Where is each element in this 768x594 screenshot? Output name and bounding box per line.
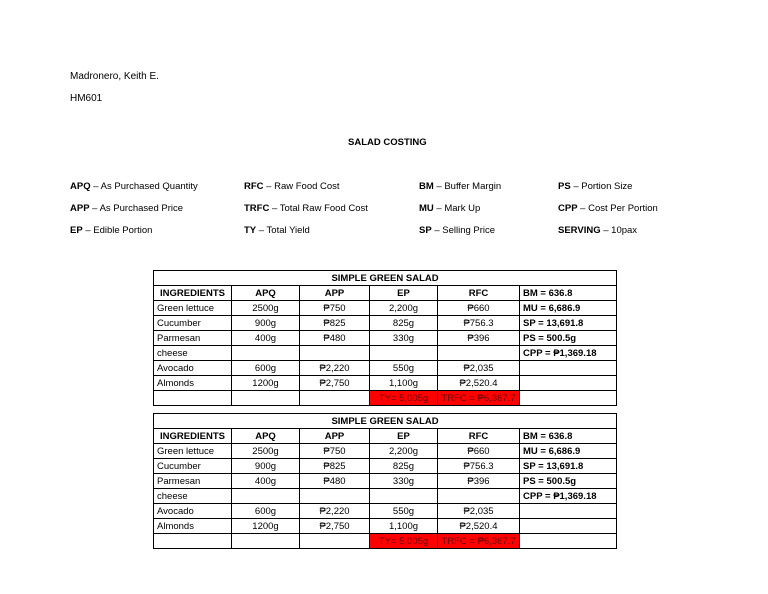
empty-cell xyxy=(232,391,300,406)
table-row xyxy=(154,444,617,459)
rfc-cell xyxy=(438,346,520,361)
apq-cell: 1200g xyxy=(232,376,300,391)
side-cell xyxy=(520,519,617,534)
empty-cell xyxy=(520,534,617,549)
table-row xyxy=(154,361,617,376)
column-header: INGREDIENTS xyxy=(154,429,232,444)
side-cell: CPP = ₱1,369.18 xyxy=(520,489,617,504)
app-cell: ₱750 xyxy=(300,444,370,459)
apq-cell: 600g xyxy=(232,504,300,519)
ingredient-cell: cheese xyxy=(154,346,232,361)
column-header: RFC xyxy=(438,429,520,444)
side-cell: PS = 500.5g xyxy=(520,331,617,346)
legend-ep: EP – Edible Portion xyxy=(70,225,153,236)
rfc-cell: ₱2,035 xyxy=(438,361,520,376)
legend-apq: APQ – As Purchased Quantity xyxy=(70,181,198,192)
apq-cell xyxy=(232,489,300,504)
column-header: APP xyxy=(300,286,370,301)
rfc-cell: ₱756.3 xyxy=(438,316,520,331)
column-header: APQ xyxy=(232,286,300,301)
app-cell: ₱2,220 xyxy=(300,504,370,519)
table-row xyxy=(154,489,617,504)
ep-cell xyxy=(370,489,438,504)
ingredient-cell: Almonds xyxy=(154,376,232,391)
app-cell: ₱480 xyxy=(300,474,370,489)
costing-table-1 xyxy=(153,270,617,406)
apq-cell: 900g xyxy=(232,316,300,331)
ep-cell xyxy=(370,346,438,361)
table-row xyxy=(154,331,617,346)
page-title: SALAD COSTING xyxy=(348,137,427,148)
ingredient-cell: Cucumber xyxy=(154,316,232,331)
rfc-cell: ₱660 xyxy=(438,444,520,459)
column-header: EP xyxy=(370,429,438,444)
empty-cell xyxy=(300,534,370,549)
side-cell xyxy=(520,361,617,376)
table-row xyxy=(154,504,617,519)
table-row xyxy=(154,474,617,489)
column-header: INGREDIENTS xyxy=(154,286,232,301)
side-cell: PS = 500.5g xyxy=(520,474,617,489)
app-cell xyxy=(300,346,370,361)
legend-cpp: CPP – Cost Per Portion xyxy=(558,203,658,214)
table-row xyxy=(154,316,617,331)
course-code: HM601 xyxy=(70,93,103,104)
ingredient-cell: Cucumber xyxy=(154,459,232,474)
apq-cell: 2500g xyxy=(232,444,300,459)
ep-cell: 825g xyxy=(370,316,438,331)
legend-mu: MU – Mark Up xyxy=(419,203,481,214)
column-header: RFC xyxy=(438,286,520,301)
legend-rfc: RFC – Raw Food Cost xyxy=(244,181,340,192)
app-cell: ₱825 xyxy=(300,316,370,331)
legend-ty: TY – Total Yield xyxy=(244,225,310,236)
ingredient-cell: Green lettuce xyxy=(154,444,232,459)
costing-table-2 xyxy=(153,413,617,549)
app-cell: ₱2,750 xyxy=(300,519,370,534)
app-cell: ₱2,220 xyxy=(300,361,370,376)
side-cell: CPP = ₱1,369.18 xyxy=(520,346,617,361)
rfc-cell: ₱396 xyxy=(438,474,520,489)
ingredient-cell: Green lettuce xyxy=(154,301,232,316)
app-cell xyxy=(300,489,370,504)
rfc-cell: ₱2,520.4 xyxy=(438,519,520,534)
ep-cell: 1,100g xyxy=(370,376,438,391)
rfc-cell: ₱2,035 xyxy=(438,504,520,519)
apq-cell: 400g xyxy=(232,474,300,489)
empty-cell xyxy=(154,391,232,406)
legend-trfc: TRFC – Total Raw Food Cost xyxy=(244,203,368,214)
side-cell: MU = 6,686.9 xyxy=(520,444,617,459)
empty-cell xyxy=(154,534,232,549)
apq-cell: 1200g xyxy=(232,519,300,534)
total-yield-cell: TY= 5,005g xyxy=(370,391,438,406)
side-cell xyxy=(520,376,617,391)
side-cell: SP = 13,691.8 xyxy=(520,459,617,474)
side-cell: BM = 636.8 xyxy=(520,429,617,444)
side-cell: MU = 6,686.9 xyxy=(520,301,617,316)
table-title: SIMPLE GREEN SALAD xyxy=(154,414,617,429)
rfc-cell xyxy=(438,489,520,504)
total-raw-food-cost-cell: TRFC = ₱6,367.7 xyxy=(438,391,520,406)
ep-cell: 550g xyxy=(370,504,438,519)
apq-cell xyxy=(232,346,300,361)
empty-cell xyxy=(300,391,370,406)
apq-cell: 2500g xyxy=(232,301,300,316)
apq-cell: 600g xyxy=(232,361,300,376)
app-cell: ₱480 xyxy=(300,331,370,346)
empty-cell xyxy=(520,391,617,406)
table-row xyxy=(154,459,617,474)
apq-cell: 900g xyxy=(232,459,300,474)
ingredient-cell: cheese xyxy=(154,489,232,504)
table-row xyxy=(154,519,617,534)
total-yield-cell: TY= 5,005g xyxy=(370,534,438,549)
column-header: EP xyxy=(370,286,438,301)
app-cell: ₱2,750 xyxy=(300,376,370,391)
ep-cell: 330g xyxy=(370,474,438,489)
ingredient-cell: Parmesan xyxy=(154,331,232,346)
legend-ps: PS – Portion Size xyxy=(558,181,633,192)
ingredient-cell: Parmesan xyxy=(154,474,232,489)
app-cell: ₱750 xyxy=(300,301,370,316)
ep-cell: 550g xyxy=(370,361,438,376)
table-row xyxy=(154,376,617,391)
ep-cell: 2,200g xyxy=(370,444,438,459)
ingredient-cell: Avocado xyxy=(154,361,232,376)
ep-cell: 2,200g xyxy=(370,301,438,316)
table-row xyxy=(154,346,617,361)
side-cell xyxy=(520,504,617,519)
table-title: SIMPLE GREEN SALAD xyxy=(154,271,617,286)
author-name: Madronero, Keith E. xyxy=(70,71,159,82)
rfc-cell: ₱396 xyxy=(438,331,520,346)
side-cell: BM = 636.8 xyxy=(520,286,617,301)
rfc-cell: ₱660 xyxy=(438,301,520,316)
ingredient-cell: Avocado xyxy=(154,504,232,519)
table-row xyxy=(154,301,617,316)
ep-cell: 1,100g xyxy=(370,519,438,534)
ep-cell: 330g xyxy=(370,331,438,346)
legend-bm: BM – Buffer Margin xyxy=(419,181,502,192)
side-cell: SP = 13,691.8 xyxy=(520,316,617,331)
total-raw-food-cost-cell: TRFC = ₱6,367.7 xyxy=(438,534,520,549)
empty-cell xyxy=(232,534,300,549)
legend-serving: SERVING – 10pax xyxy=(558,225,638,236)
app-cell: ₱825 xyxy=(300,459,370,474)
column-header: APP xyxy=(300,429,370,444)
apq-cell: 400g xyxy=(232,331,300,346)
ingredient-cell: Almonds xyxy=(154,519,232,534)
column-header: APQ xyxy=(232,429,300,444)
rfc-cell: ₱2,520.4 xyxy=(438,376,520,391)
ep-cell: 825g xyxy=(370,459,438,474)
legend-app: APP – As Purchased Price xyxy=(70,203,184,214)
legend-sp: SP – Selling Price xyxy=(419,225,496,236)
rfc-cell: ₱756.3 xyxy=(438,459,520,474)
